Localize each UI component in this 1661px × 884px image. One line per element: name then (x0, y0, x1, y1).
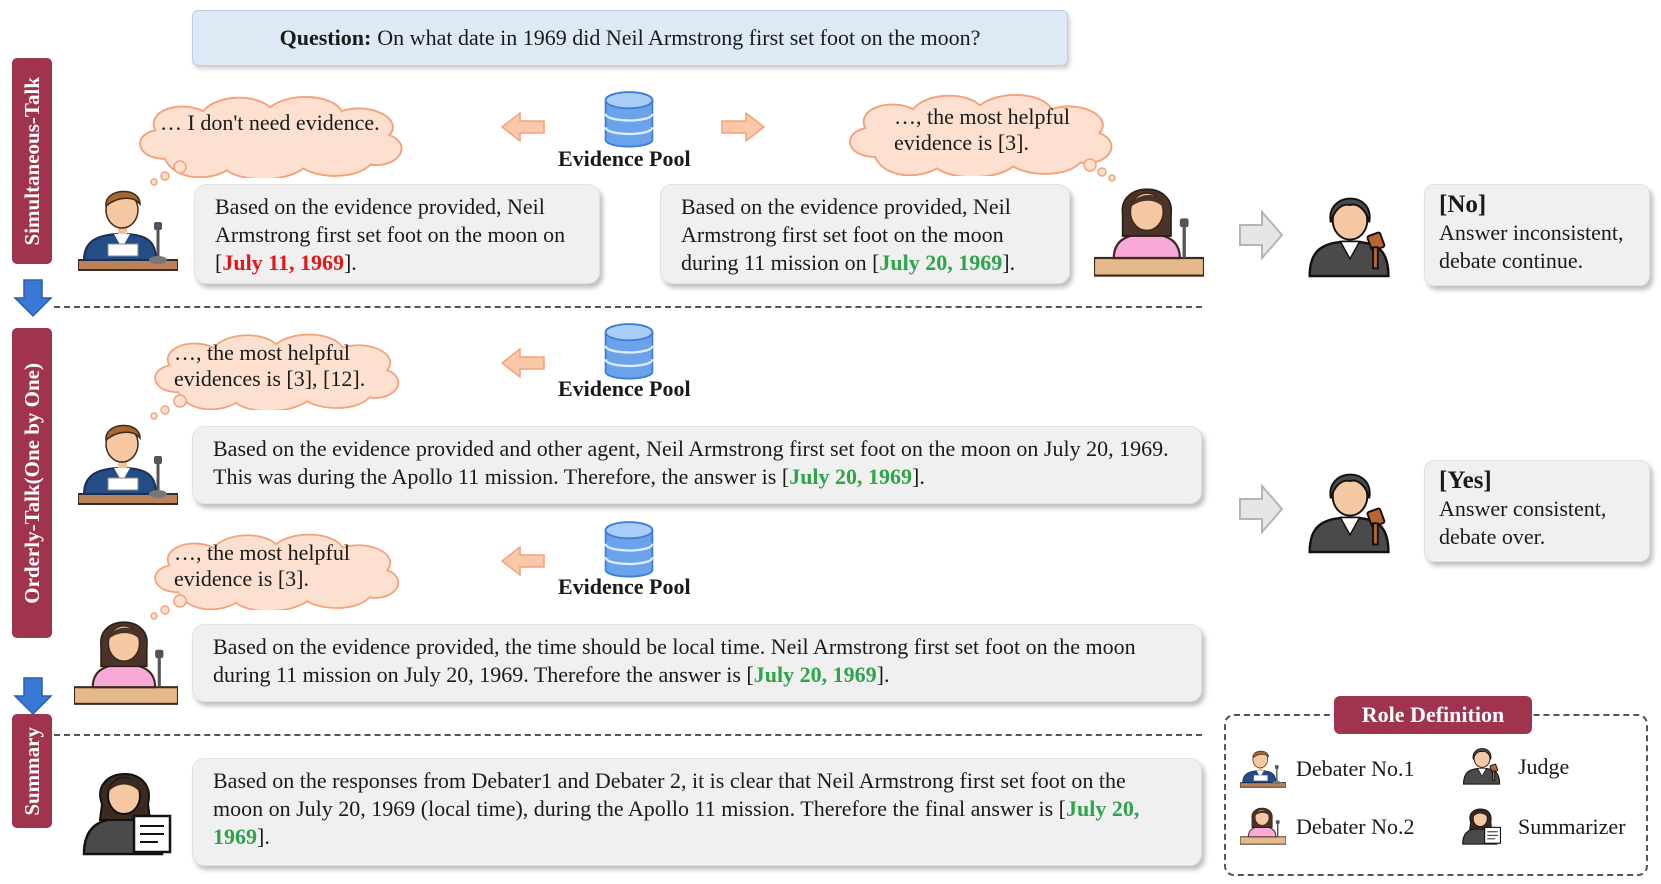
summary-response: Based on the responses from Debater1 and Debater 2, it is clear that Neil Armstrong first set foot on the moon on July 20, 1969 (local time), during the Apollo 11 mission. Therefore the final answer is [July 20, 1969]. (192, 758, 1202, 866)
question-box (192, 10, 1068, 66)
answer-correct: July 20, 1969 (753, 662, 877, 687)
question-text: On what date in 1969 did Neil Armstrong first set foot on the moon? (377, 25, 981, 50)
verdict-line2: debate over. (1439, 524, 1546, 549)
thought-text-line1: …, the most helpful (894, 104, 1070, 129)
judge-icon (1302, 456, 1398, 556)
debater-2-response: Based on the evidence provided, the time should be local time. Neil Armstrong first set foot on the moon during 11 mission on July 20, 1969. Therefore the answer is [July 20, 1969]. (192, 624, 1202, 702)
database-icon (602, 322, 656, 382)
legend-title: Role Definition (1334, 696, 1532, 734)
down-arrow-icon (13, 676, 53, 716)
arrow-right-icon (720, 112, 766, 142)
evidence-pool-label: Evidence Pool (558, 574, 691, 599)
thought-text: … I don't need evidence. (160, 110, 380, 135)
stage-simultaneous-talk (12, 58, 52, 264)
debater-2-legend-icon (1240, 800, 1286, 846)
role-legend (1224, 714, 1648, 876)
debater-1-avatar (78, 410, 178, 510)
summarizer-avatar (78, 756, 178, 856)
answer-wrong: July 11, 1969 (222, 250, 344, 275)
stage-simultaneous-label: Simultaneous-Talk (19, 76, 44, 246)
legend-summarizer: Summarizer (1518, 814, 1626, 839)
debater-2-avatar (1094, 170, 1204, 280)
arrow-left-icon (500, 348, 546, 378)
thought-text-line1: …, the most helpful (174, 540, 350, 565)
answer-correct: July 20, 1969 (213, 796, 1140, 849)
database-icon (602, 90, 656, 150)
judge-legend-icon (1460, 740, 1504, 786)
debater-1-response: Based on the evidence provided, Neil Armstrong first set foot on the moon on [July 11, 1969]. (194, 184, 600, 284)
separator-line (54, 306, 1202, 308)
database-icon (602, 520, 656, 580)
thought-text-line1: …, the most helpful (174, 340, 350, 365)
debater-2-avatar (74, 604, 178, 708)
judge-icon (1302, 180, 1398, 280)
thought-text-line2: evidence is [3]. (174, 566, 309, 591)
verdict-line1: Answer inconsistent, (1439, 220, 1624, 245)
arrow-left-icon (500, 112, 546, 142)
evidence-pool-label: Evidence Pool (558, 146, 691, 171)
verdict-no (1424, 184, 1650, 286)
answer-correct: July 20, 1969 (879, 250, 1003, 275)
arrow-left-icon (500, 546, 546, 576)
grey-arrow-icon (1238, 484, 1284, 534)
evidence-pool-label: Evidence Pool (558, 376, 691, 401)
debater-1-response: Based on the evidence provided and other agent, Neil Armstrong first set foot on the moon on July 20, 1969. This was during the Apollo 11 mission. Therefore, the answer is [July 20, 1969]. (192, 426, 1202, 504)
legend-debater-2: Debater No.2 (1296, 814, 1415, 839)
stage-summary-label: Summary (19, 726, 44, 816)
separator-line (54, 734, 1202, 736)
stage-summary (12, 714, 52, 828)
verdict-tag: [No] (1439, 191, 1487, 218)
grey-arrow-icon (1238, 210, 1284, 260)
verdict-yes (1424, 460, 1650, 562)
answer-correct: July 20, 1969 (789, 464, 913, 489)
debater-1-legend-icon (1240, 744, 1286, 790)
verdict-line2: debate continue. (1439, 248, 1584, 273)
verdict-line1: Answer consistent, (1439, 496, 1607, 521)
legend-debater-1: Debater No.1 (1296, 756, 1415, 781)
debater-2-response: Based on the evidence provided, Neil Armstrong first set foot on the moon during 11 mission on [July 20, 1969]. (660, 184, 1070, 284)
stage-orderly-label: Orderly-Talk(One by One) (19, 362, 44, 604)
down-arrow-icon (13, 278, 53, 318)
thought-text-line2: evidence is [3]. (894, 130, 1029, 155)
legend-judge: Judge (1518, 754, 1570, 779)
thought-text-line2: evidences is [3], [12]. (174, 366, 366, 391)
question-label: Question: (279, 25, 372, 50)
debater-1-avatar (78, 176, 178, 276)
stage-orderly-talk (12, 328, 52, 638)
verdict-tag: [Yes] (1439, 467, 1492, 494)
summarizer-legend-icon (1460, 800, 1504, 846)
